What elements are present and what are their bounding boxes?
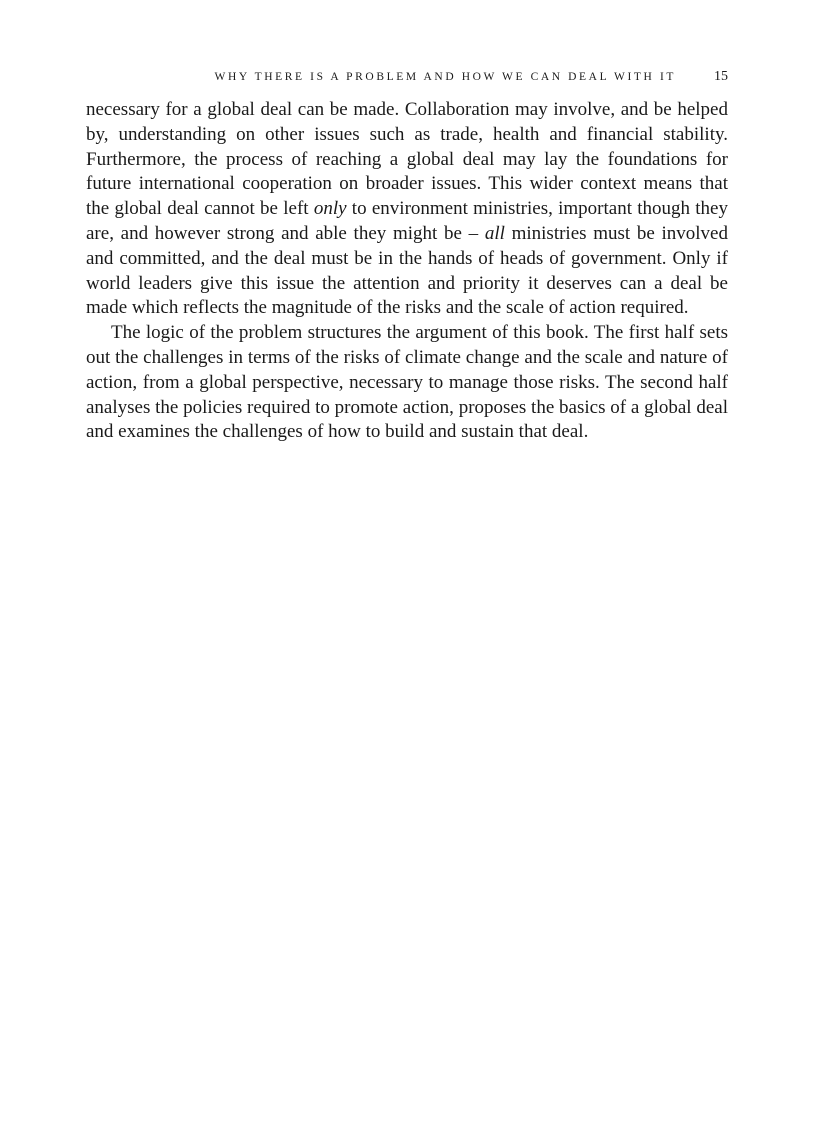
body-text	[86, 98, 728, 445]
page-number: 15	[714, 69, 728, 84]
paragraph-2: The logic of the problem structures the argument of this book. The first half sets out the challenges in terms of the risks of climate change and the scale and nature of action, from a global perspective, necessary to manage those risks. The second half analyses the policies required to promote action, proposes the basics of a global deal and examines the challenges of how to build and sustain that deal.	[86, 322, 728, 443]
paragraph-1-part-3: to environment ministries, important though they are, and however strong and able they might be –	[86, 198, 728, 244]
emphasis-all: all	[484, 222, 505, 244]
paragraph-1-part-1: necessary for a global deal can be made. Collaboration may involve, and be helped by, understanding on other issues such as trade, health and financial stability. Furthermore, the process of reaching a global deal may lay the foundations for future international cooperation on broader issues. This wider context means that the global deal cannot be left	[86, 99, 728, 220]
paragraph-1	[86, 98, 728, 321]
emphasis-only: only	[313, 198, 347, 220]
running-head	[86, 69, 728, 85]
paragraph-1-part-5: ministries must be involved and committed, and the deal must be in the hands of heads of government. Only if world leaders give this issue the attention and priority it deserves can a deal be made which reflects the magnitude of the risks and the scale of action required.	[86, 222, 728, 319]
book-page	[86, 0, 728, 1123]
running-head-title: WHY THERE IS A PROBLEM AND HOW WE CAN DEAL WITH IT	[214, 71, 676, 83]
